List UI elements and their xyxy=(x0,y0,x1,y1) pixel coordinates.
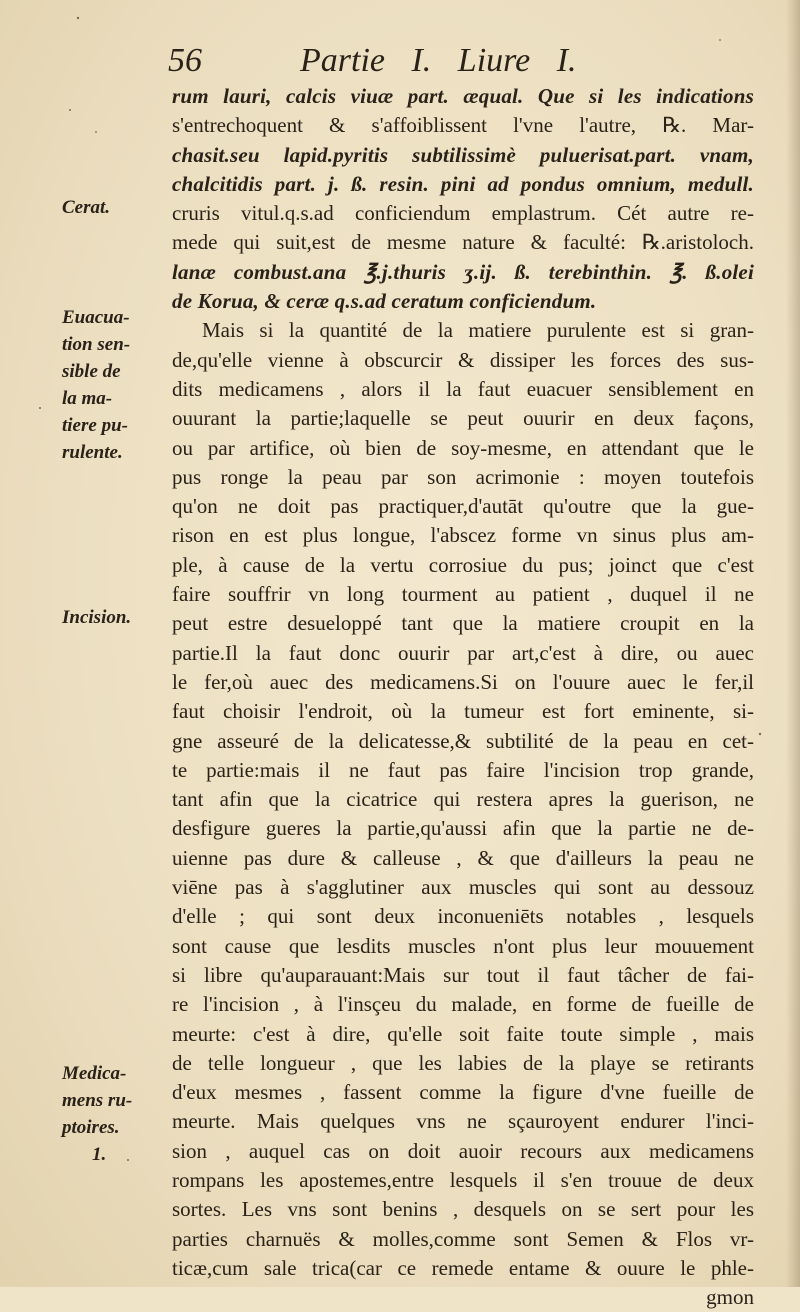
text-line: ple, à cause de la vertu corrosiue du pus; joinct que c'est xyxy=(172,552,754,577)
running-header xyxy=(168,40,608,82)
page-edge-shadow xyxy=(786,0,800,1287)
running-title: Partie I. Liure I. xyxy=(300,42,577,79)
text-line: de,qu'elle vienne à obscurcir & dissiper les forces des sus- xyxy=(172,347,754,372)
text-line: de telle longueur , que les labies de la playe se retirants xyxy=(172,1050,754,1075)
text-line: desfigure gueres la partie,qu'aussi afin que la partie ne de- xyxy=(172,816,754,841)
text-line: meurte. Mais quelques vns ne sçauroyent endurer l'inci- xyxy=(172,1109,754,1134)
body-text xyxy=(172,82,754,1312)
text-line: rompans les apostemes,entre lesquels il s'en trouue de deux xyxy=(172,1167,754,1192)
text-line: ouurant la partie;laquelle se peut ouurir en deux façons, xyxy=(172,406,754,431)
text-line: lanæ combust.ana ℥.j.thuris ʒ.ij. ß. terebinthin. ℥. ß.olei xyxy=(172,259,754,284)
text-line: d'eux mesmes , fassent comme la figure d'vne fueille de xyxy=(172,1080,754,1105)
text-line: ou par artifice, où bien de soy-mesme, en attendant que le xyxy=(172,435,754,460)
text-line: gmon xyxy=(706,1285,754,1310)
text-line: sion , auquel cas on doit auoir recours aux medicamens xyxy=(172,1138,754,1163)
text-line: dits medicamens , alors il la faut euacuer sensiblement en xyxy=(172,376,754,401)
text-line: sont cause que lesdits muscles n'ont plus leur mouuement xyxy=(172,933,754,958)
text-line: viēne pas à s'agglutiner aux muscles qui sont au dessouz xyxy=(172,875,754,900)
text-line: rison en est plus longue, l'abscez forme vn sinus plus am- xyxy=(172,523,754,548)
text-line: gne asseuré de la delicatesse,& subtilité de la peau en cet- xyxy=(172,728,754,753)
text-line: ticæ,cum sale trica(car ce remede entame & ouure le phle- xyxy=(172,1255,754,1280)
text-line: mede qui suit,est de mesme nature & faculté: ℞.aristoloch. xyxy=(172,230,754,255)
text-line: faire souffrir vn long tourment au patient , duquel il ne xyxy=(172,582,754,607)
text-line: re l'incision , à l'insçeu du malade, en forme de fueille de xyxy=(172,992,754,1017)
text-line: partie.Il la faut donc ouurir par art,c'est à dire, ou auec xyxy=(172,640,754,665)
text-line: d'elle ; qui sont deux inconueniēts notables , lesquels xyxy=(172,904,754,929)
text-line: cruris vitul.q.s.ad conficiendum emplastrum. Cét autre re- xyxy=(172,201,754,226)
text-line: rum lauri, calcis viuæ part. æqual. Que si les indications xyxy=(172,84,754,108)
page-number: 56 xyxy=(168,42,202,79)
text-line: tant afin que la cicatrice qui restera apres la guerison, ne xyxy=(172,787,754,812)
text-line: peut estre desueloppé tant que la matiere croupit en la xyxy=(172,611,754,636)
margin-note-euacuation: Euacua- tion sen- sible de la ma- tiere pu- rulente. xyxy=(62,307,131,463)
text-line: uienne pas dure & calleuse , & que d'ailleurs la peau ne xyxy=(172,845,754,870)
text-line: pus ronge la peau par son acrimonie : moyen toutefois xyxy=(172,464,754,489)
text-line: faut choisir l'endroit, où la tumeur est fort eminente, si- xyxy=(172,699,754,724)
text-line: meurte: c'est à dire, qu'elle soit faite toute simple , mais xyxy=(172,1021,754,1046)
text-line: s'entrechoquent & s'affoiblissent l'vne l'autre, ℞. Mar- xyxy=(172,113,754,138)
text-line: parties charnuës & molles,comme sont Semen & Flos vr- xyxy=(172,1226,754,1251)
text-line: te partie:mais il ne faut pas faire l'incision trop grande, xyxy=(172,757,754,782)
text-line: chalcitidis part. j. ß. resin. pini ad pondus omnium, medull. xyxy=(172,171,754,196)
text-line: le fer,où auec des medicamens.Si on l'ouure auec le fer,il xyxy=(172,669,754,694)
text-line: sortes. Les vns sont benins , desquels on se sert pour les xyxy=(172,1197,754,1222)
margin-note-cerat: Cerat. xyxy=(62,197,111,218)
text-line: si libre qu'auparauant:Mais sur tout il faut tâcher de fai- xyxy=(172,962,754,987)
margin-note-medicamens: Medica- mens ru- ptoires. 1. xyxy=(62,1063,133,1165)
text-line: Mais si la quantité de la matiere purulente est si gran- xyxy=(202,318,754,343)
text-line: chasit.seu lapid.pyritis subtilissimè puluerisat.part. vnam, xyxy=(172,142,754,167)
text-line: de Korua, & ceræ q.s.ad ceratum conficiendum. xyxy=(172,289,597,314)
margin-note-incision: Incision. xyxy=(62,607,132,628)
text-line: qu'on ne doit pas practiquer,d'autāt qu'outre que la gue- xyxy=(172,494,754,519)
